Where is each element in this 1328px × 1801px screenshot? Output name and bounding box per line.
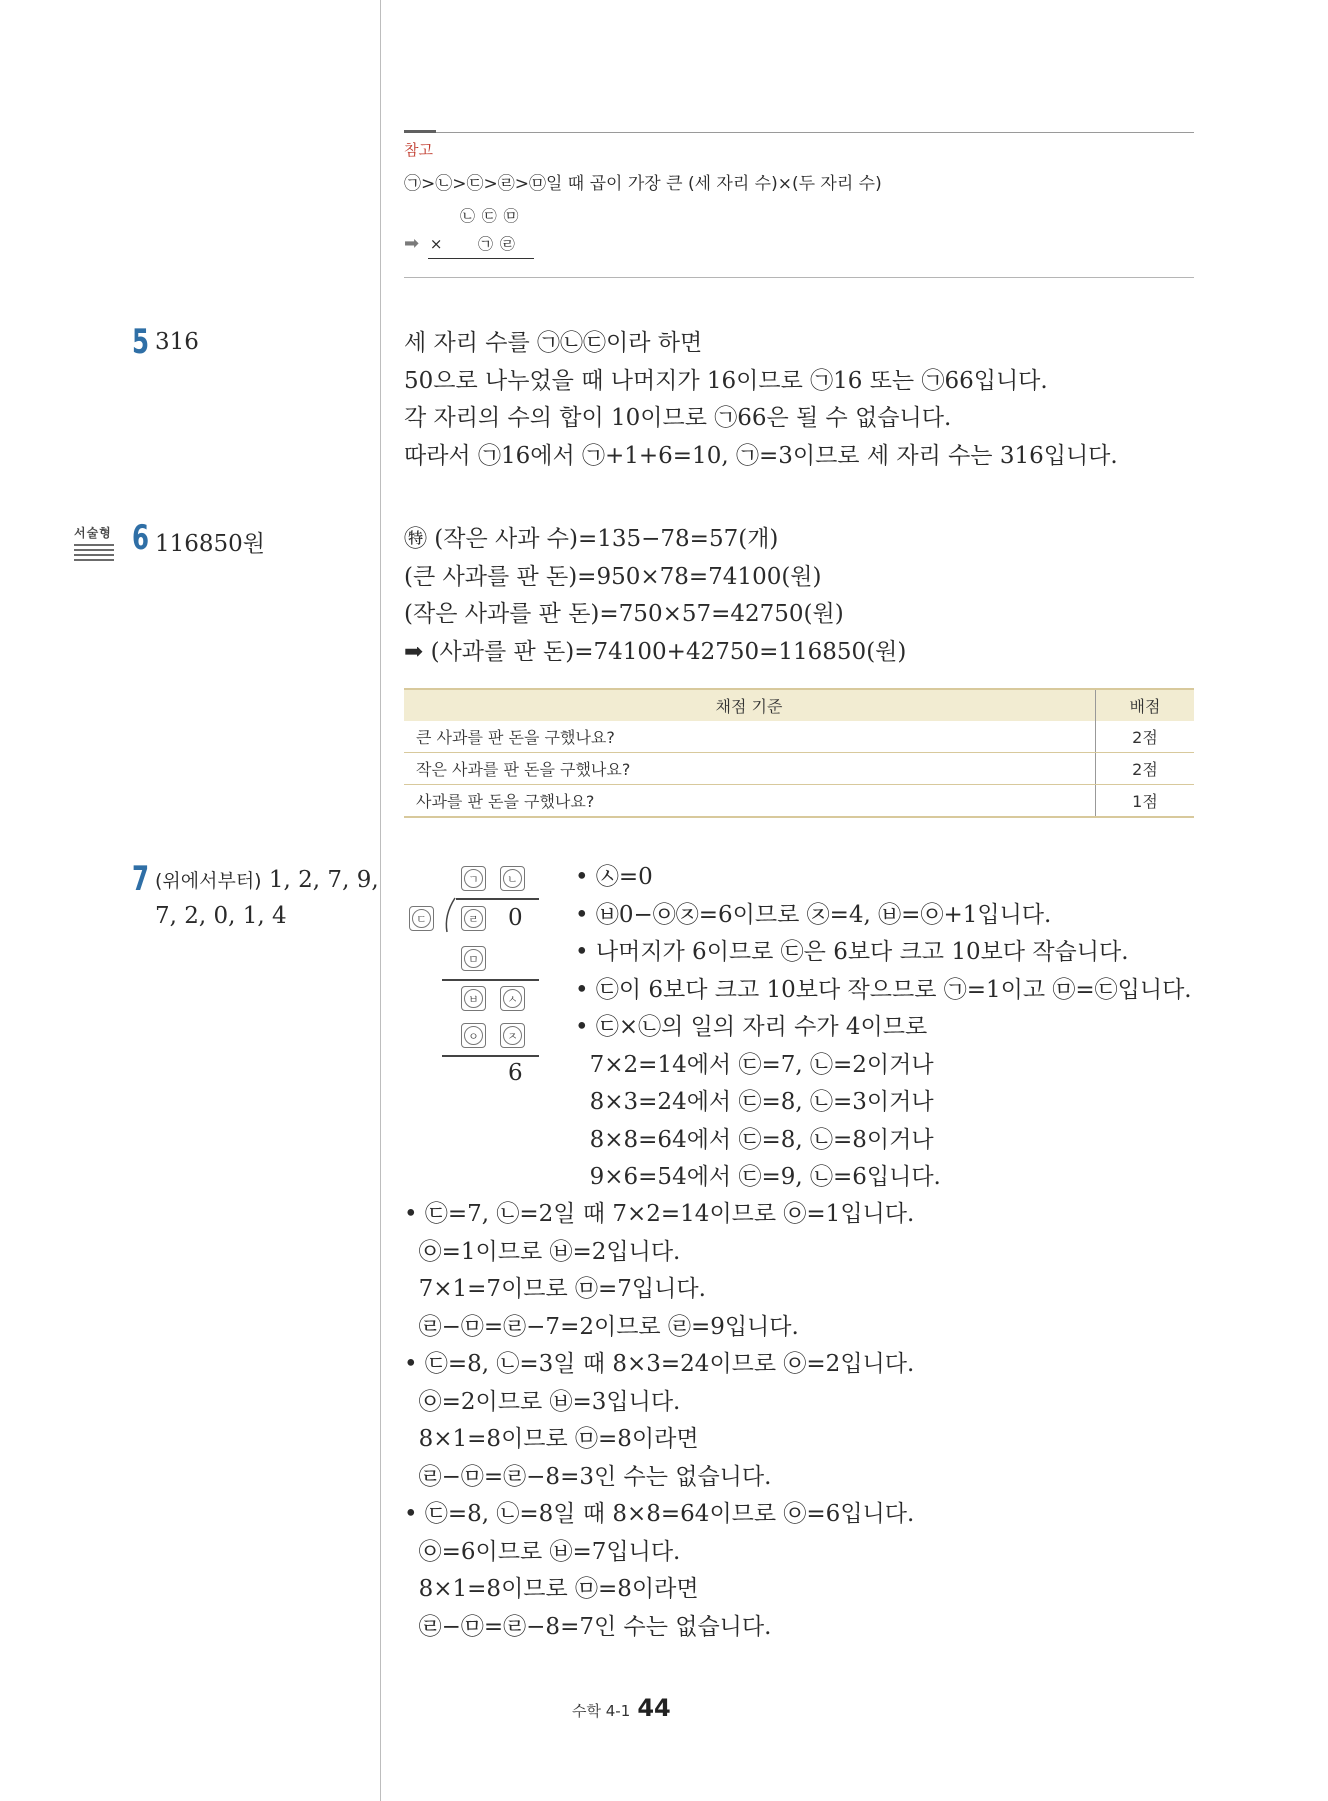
box-label: ㅅ <box>503 989 522 1008</box>
explanation-line: 세 자리 수를 ㉠㉡㉢이라 하면 <box>404 330 703 356</box>
criteria-cell: 사과를 판 돈을 구했나요? <box>404 785 1096 818</box>
case-line: 7×1=7이므로 ㉤=7입니다. <box>404 1276 706 1302</box>
box-label: ㄷ <box>412 909 431 928</box>
points-cell: 2점 <box>1096 753 1195 785</box>
criteria-header: 채점 기준 <box>404 689 1096 721</box>
note-multiplication-top: ㉡ ㉢ ㉤ <box>460 207 520 225</box>
division-bar <box>456 898 539 900</box>
product-box <box>461 1023 486 1048</box>
case-line: • ㉢=8, ㉡=8일 때 8×8=64이므로 ㉧=6입니다. <box>404 1501 915 1527</box>
page-number: 44 <box>637 1694 671 1722</box>
dividend-digit: 0 <box>508 905 523 931</box>
explanation-line: (큰 사과를 판 돈)=950×78=74100(원) <box>404 563 822 590</box>
subtraction-line <box>442 979 539 981</box>
note-multiplication-rule <box>428 258 534 259</box>
box-label: ㄹ <box>464 909 483 928</box>
remainder-digit: 6 <box>508 1060 523 1086</box>
box-label: ㅈ <box>503 1026 522 1045</box>
note-tab-mark <box>404 130 436 133</box>
question-number: 6 <box>132 518 150 558</box>
note-multiplication-bottom <box>404 233 516 254</box>
case-line: ㉧=2이므로 ㉥=3입니다. <box>404 1388 681 1415</box>
question-answer: 316 <box>155 329 199 355</box>
case-line: 8×1=8이므로 ㉤=8이라면 <box>404 1426 699 1452</box>
explanation-line: ㊕ (작은 사과 수)=135−78=57(개) <box>404 526 779 552</box>
points-cell: 2점 <box>1096 721 1195 753</box>
quotient-box <box>500 866 525 891</box>
condition-line: 7×2=14에서 ㉢=7, ㉡=2이거나 <box>575 1051 934 1078</box>
points-cell: 1점 <box>1096 785 1195 818</box>
arrow-icon: ➡ <box>404 233 420 254</box>
condition-line: 9×6=54에서 ㉢=9, ㉡=6입니다. <box>575 1164 941 1190</box>
question-number: 7 <box>132 859 150 899</box>
difference-box <box>500 986 525 1011</box>
subtraction-box <box>461 946 486 971</box>
condition-line: • ㉥0−㉧㉨=6이므로 ㉨=4, ㉥=㉧+1입니다. <box>575 901 1052 928</box>
box-label: ㅁ <box>464 949 483 968</box>
explanation-line: 각 자리의 수의 합이 10이므로 ㉠66은 될 수 없습니다. <box>404 405 952 431</box>
case-line: ㉣−㉤=㉣−7=2이므로 ㉣=9입니다. <box>404 1313 799 1340</box>
condition-line: 8×3=24에서 ㉢=8, ㉡=3이거나 <box>575 1089 934 1115</box>
divisor-box <box>409 906 434 931</box>
criteria-cell: 작은 사과를 판 돈을 구했나요? <box>404 753 1096 785</box>
table-row <box>404 721 1194 753</box>
question-answer: 116850원 <box>155 531 266 557</box>
note-title: 참고 <box>404 141 433 159</box>
case-line: ㉣−㉤=㉣−8=7인 수는 없습니다. <box>404 1613 772 1640</box>
box-label: ㅇ <box>464 1026 483 1045</box>
division-bracket <box>442 897 456 933</box>
answer-values: 1, 2, 7, 9, <box>268 867 379 893</box>
points-header: 배점 <box>1096 689 1195 721</box>
box-label: ㄴ <box>503 869 522 888</box>
explanation-line: (작은 사과를 판 돈)=750×57=42750(원) <box>404 601 844 627</box>
question-answer-continued: 7, 2, 0, 1, 4 <box>155 903 287 929</box>
case-line: ㉣−㉤=㉣−8=3인 수는 없습니다. <box>404 1463 772 1490</box>
essay-type-badge <box>74 524 120 568</box>
criteria-cell: 큰 사과를 판 돈을 구했나요? <box>404 721 1096 753</box>
question-number: 5 <box>132 322 150 362</box>
condition-line: 8×8=64에서 ㉢=8, ㉡=8이거나 <box>575 1126 934 1153</box>
table-header-row <box>404 689 1194 721</box>
reference-note <box>404 132 1194 278</box>
scoring-table <box>404 688 1194 818</box>
question-answer <box>155 866 379 893</box>
table-row <box>404 785 1194 818</box>
note-text: ㉠>㉡>㉢>㉣>㉤일 때 곱이 가장 큰 (세 자리 수)×(두 자리 수) <box>404 174 882 194</box>
q7-conditions <box>575 859 1192 1197</box>
column-divider <box>380 0 381 1801</box>
product-box <box>500 1023 525 1048</box>
lines-icon <box>74 544 120 561</box>
page-footer <box>572 1694 671 1722</box>
explanation-line: 따라서 ㉠16에서 ㉠+1+6=10, ㉠=3이므로 세 자리 수는 316입니다. <box>404 442 1118 469</box>
table-row <box>404 753 1194 785</box>
condition-line: • ㉢이 6보다 크고 10보다 작으므로 ㉠=1이고 ㉤=㉢입니다. <box>575 976 1192 1003</box>
explanation-line: ➡ (사과를 판 돈)=74100+42750=116850(원) <box>404 638 907 665</box>
difference-box <box>461 986 486 1011</box>
note-multiplier: × ㉠ ㉣ <box>429 235 516 253</box>
quotient-box <box>461 866 486 891</box>
condition-line: • 나머지가 6이므로 ㉢은 6보다 크고 10보다 작습니다. <box>575 939 1129 965</box>
case-line: ㉧=6이므로 ㉥=7입니다. <box>404 1538 681 1565</box>
box-label: ㄱ <box>464 869 483 888</box>
q5-explanation <box>404 325 1118 475</box>
case-line: 8×1=8이므로 ㉤=8이라면 <box>404 1576 699 1602</box>
q6-explanation <box>404 521 906 671</box>
box-label: ㅂ <box>464 989 483 1008</box>
subject-label: 수학 4-1 <box>572 1702 631 1720</box>
condition-line: • ㉦=0 <box>575 864 653 890</box>
answer-prefix: (위에서부터) <box>155 870 262 892</box>
dividend-box <box>461 906 486 931</box>
case-line: • ㉢=7, ㉡=2일 때 7×2=14이므로 ㉧=1입니다. <box>404 1201 915 1227</box>
condition-line: • ㉢×㉡의 일의 자리 수가 4이므로 <box>575 1014 928 1040</box>
q7-cases <box>404 1196 914 1646</box>
explanation-line: 50으로 나누었을 때 나머지가 16이므로 ㉠16 또는 ㉠66입니다. <box>404 367 1048 394</box>
case-line: ㉧=1이므로 ㉥=2입니다. <box>404 1238 681 1265</box>
subtraction-line <box>442 1055 539 1057</box>
case-line: • ㉢=8, ㉡=3일 때 8×3=24이므로 ㉧=2입니다. <box>404 1351 915 1377</box>
badge-label: 서술형 <box>74 526 112 540</box>
